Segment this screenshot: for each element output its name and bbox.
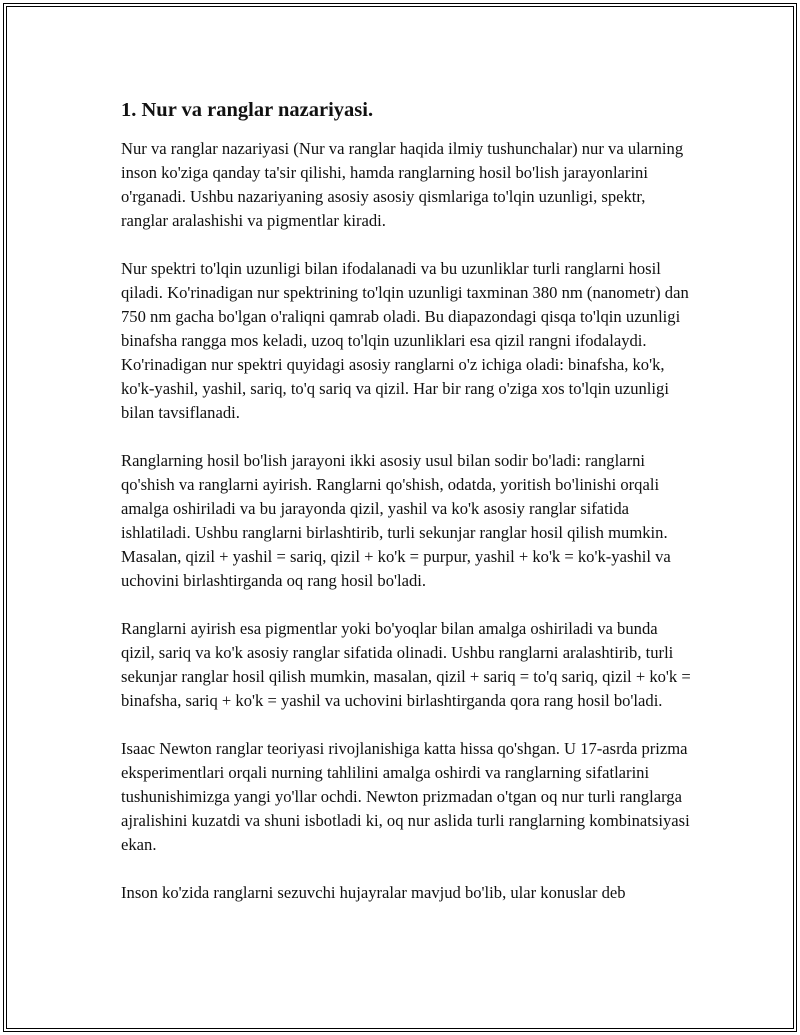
document-body bbox=[121, 96, 691, 929]
paragraph-spectrum: Nur spektri to'lqin uzunligi bilan ifodalanadi va bu uzunliklar turli ranglarni hosil qiladi. Ko'rinadigan nur spektrining to'lqin uzunligi taxminan 380 nm (nanometr) dan 750 nm gacha bo'lgan o'raliqni qamrab oladi. Bu diapazondagi qisqa to'lqin uzunligi binafsha rangga mos keladi, uzoq to'lqin uzunliklari esa qizil rangni ifodalaydi. Ko'rinadigan nur spektri quyidagi asosiy ranglarni o'z ichiga oladi: binafsha, ko'k, ko'k-yashil, yashil, sariq, to'q sariq va qizil. Har bir rang o'ziga xos to'lqin uzunligi bilan tavsiflanadi. bbox=[121, 259, 689, 422]
paragraph-intro: Nur va ranglar nazariyasi (Nur va ranglar haqida ilmiy tushunchalar) nur va ularning inson ko'ziga qanday ta'sir qilishi, hamda ranglarning hosil bo'lish jarayonlarini o'rganadi. Ushbu nazariyaning asosiy asosiy qismlariga to'lqin uzunligi, spektr, ranglar aralashishi va pigmentlar kiradi. bbox=[121, 139, 684, 230]
paragraph-subtractive: Ranglarni ayirish esa pigmentlar yoki bo'yoqlar bilan amalga oshiriladi va bunda qizil, sariq va ko'k asosiy ranglar sifatida olinadi. Ushbu ranglarni aralashtirib, turli sekunjar ranglar hosil qilish mumkin, masalan, qizil + sariq = to'q sariq, qizil + ko'k = binafsha, sariq + ko'k = yashil va uchovini birlashtirganda qora rang hosil bo'ladi. bbox=[121, 619, 691, 710]
paragraph-eye-cells: Inson ko'zida ranglarni sezuvchi hujayralar mavjud bo'lib, ular konuslar deb bbox=[121, 883, 626, 902]
paragraph-color-formation: Ranglarning hosil bo'lish jarayoni ikki asosiy usul bilan sodir bo'ladi: ranglarni qo'shish va ranglarni ayirish. Ranglarni qo'shish, odatda, yoritish bo'linishi orqali amalga oshiriladi va bu jarayonda qizil, yashil va ko'k asosiy ranglar sifatida ishlatiladi. Ushbu ranglarni birlashtirib, turli sekunjar ranglar hosil qilish mumkin. Masalan, qizil + yashil = sariq, qizil + ko'k = purpur, yashil + ko'k = ko'k-yashil va uchovini birlashtirganda oq rang hosil bo'ladi. bbox=[121, 451, 671, 590]
section-heading: 1. Nur va ranglar nazariyasi. bbox=[121, 99, 374, 121]
page-border bbox=[3, 3, 797, 1032]
paragraph-newton: Isaac Newton ranglar teoriyasi rivojlanishiga katta hissa qo'shgan. U 17-asrda prizma eksperimentlari orqali nurning tahlilini amalga oshirdi va ranglarning sifatlarini tushunishimizga yangi yo'llar ochdi. Newton prizmadan o'tgan oq nur turli ranglarga ajralishini kuzatdi va shuni isbotladi ki, oq nur aslida turli ranglarning kombinatsiyasi ekan. bbox=[121, 739, 690, 854]
